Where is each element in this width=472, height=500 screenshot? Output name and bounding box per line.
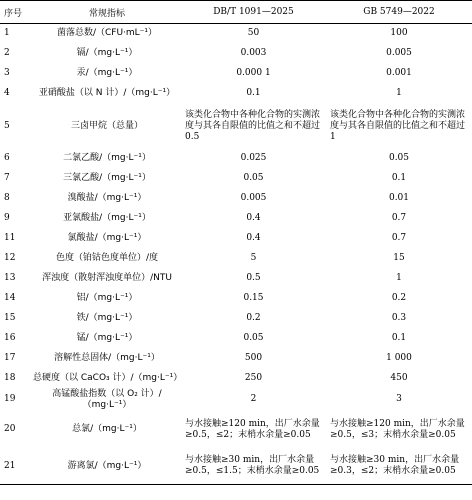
row-indicator-name: 高锰酸盐指数（以 O₂ 计）/（mg·L⁻¹） xyxy=(52,388,162,410)
row-index: 4 xyxy=(4,88,10,98)
row-db-value: 0.025 xyxy=(240,153,267,163)
row-db-value: 0.005 xyxy=(240,193,267,203)
row-gb-value: 与水接触≥30 min，出厂水余量≥0.3，≤2；末梢水余量≥0.05 xyxy=(326,449,472,485)
row-index: 16 xyxy=(4,333,16,343)
row-db-value: 0.2 xyxy=(246,313,261,323)
header-gb-standard: GB 5749—2022 xyxy=(326,1,472,24)
row-index: 8 xyxy=(4,193,10,203)
row-indicator-name: 铝/（mg·L⁻¹） xyxy=(76,293,138,303)
row-gb-value: 3 xyxy=(396,394,402,404)
row-indicator-name: 二氯乙酸/（mg·L⁻¹） xyxy=(63,153,151,163)
table-row xyxy=(0,189,472,209)
row-indicator-name: 溶解性总固体/（mg·L⁻¹） xyxy=(54,353,160,363)
row-gb-value: 0.01 xyxy=(388,193,410,203)
row-gb-value: 0.005 xyxy=(386,48,412,58)
row-indicator-name: 亚氯酸盐/（mg·L⁻¹） xyxy=(63,213,151,223)
row-indicator-name: 总硬度（以 CaCO₃ 计）/（mg·L⁻¹） xyxy=(33,373,183,383)
table-row xyxy=(0,389,472,411)
row-db-value: 0.003 xyxy=(240,48,267,58)
row-gb-value: 1 xyxy=(396,88,402,98)
table-row xyxy=(0,84,472,104)
row-gb-value: 450 xyxy=(390,373,408,383)
row-index: 5 xyxy=(4,120,10,131)
row-index: 19 xyxy=(4,394,16,404)
row-gb-value: 0.7 xyxy=(391,213,407,223)
row-index: 2 xyxy=(4,48,10,58)
row-gb-value: 1 000 xyxy=(386,353,412,363)
row-index: 21 xyxy=(0,449,33,485)
row-index: 13 xyxy=(4,273,16,283)
row-index: 7 xyxy=(4,173,10,183)
row-gb-value: 1 xyxy=(396,273,402,283)
row-index: 12 xyxy=(4,253,16,263)
row-db-value: 0.15 xyxy=(243,293,264,303)
row-index: 14 xyxy=(4,293,16,303)
table-row xyxy=(0,169,472,189)
row-indicator-name: 三卤甲烷（总量） xyxy=(70,120,143,131)
row-db-value: 2 xyxy=(250,394,257,404)
row-indicator-name: 总氯/（mg·L⁻¹） xyxy=(72,424,142,434)
row-index: 15 xyxy=(4,313,16,323)
row-gb-value: 0.2 xyxy=(391,293,407,303)
row-index: 11 xyxy=(4,233,16,243)
row-db-value: 0.05 xyxy=(243,173,264,183)
row-indicator-name: 浑浊度（散射浑浊度单位）/NTU xyxy=(42,273,172,283)
row-indicator-name: 氯酸盐/（mg·L⁻¹） xyxy=(67,233,147,243)
row-index: 3 xyxy=(4,68,10,78)
row-indicator-name: 色度（铂钴色度单位）/度 xyxy=(55,253,159,263)
table-header-row xyxy=(0,1,472,24)
row-indicator-name: 菌落总数/（CFU·mL⁻¹） xyxy=(56,28,158,39)
row-gb-value: 与水接触≥120 min，出厂水余量≥0.5，≤3；末梢水余量≥0.05 xyxy=(330,418,465,440)
row-gb-value: 该类化合物中各种化合物的实测浓度与其各自限值的比值之和不超过 1 xyxy=(330,109,466,142)
row-gb-value: 0.7 xyxy=(391,233,407,243)
row-indicator-name: 铁/（mg·L⁻¹） xyxy=(76,313,138,323)
table-row xyxy=(0,309,472,329)
row-db-value: 500 xyxy=(244,353,263,363)
table-row xyxy=(0,104,472,149)
row-gb-value: 0.05 xyxy=(388,153,410,163)
row-indicator-name: 汞/（mg·L⁻¹） xyxy=(76,68,138,78)
row-db-value: 与水接触≥120 min，出厂水余量≥0.5，≤2；末梢水余量≥0.05 xyxy=(185,418,320,440)
table-row xyxy=(0,149,472,169)
row-index: 6 xyxy=(4,153,10,163)
row-db-value: 0.1 xyxy=(246,88,261,98)
table-row xyxy=(0,289,472,309)
row-db-value: 50 xyxy=(247,28,260,39)
table-row xyxy=(0,329,472,349)
table-row xyxy=(0,44,472,64)
row-db-value: 0.05 xyxy=(243,333,264,343)
row-gb-value: 0.001 xyxy=(386,68,412,78)
table-row xyxy=(0,249,472,269)
row-gb-value: 0.1 xyxy=(391,173,407,183)
row-indicator-name: 游离氯/（mg·L⁻¹） xyxy=(33,449,181,485)
row-indicator-name: 镉/（mg·L⁻¹） xyxy=(76,48,138,58)
table-row xyxy=(0,369,472,389)
row-index: 9 xyxy=(4,213,10,223)
row-gb-value: 15 xyxy=(393,253,405,263)
row-index: 18 xyxy=(4,373,16,383)
table-row xyxy=(0,269,472,289)
row-index: 17 xyxy=(4,353,16,363)
table-row xyxy=(0,24,472,44)
row-indicator-name: 锰/（mg·L⁻¹） xyxy=(76,333,138,343)
table-row xyxy=(0,349,472,369)
table-row xyxy=(0,229,472,249)
row-indicator-name: 亚硝酸盐（以 N 计）/（mg·L⁻¹） xyxy=(38,88,176,98)
row-db-value: 0.5 xyxy=(246,273,261,283)
row-gb-value: 100 xyxy=(390,28,408,39)
row-db-value: 250 xyxy=(244,373,263,383)
row-db-value: 该类化合物中各种化合物的实测浓度与其各自限值的比值之和不超过 0.5 xyxy=(185,109,321,142)
table-row xyxy=(0,411,472,449)
row-db-value: 0.4 xyxy=(246,213,261,223)
row-indicator-name: 三氯乙酸/（mg·L⁻¹） xyxy=(63,173,151,183)
table-body xyxy=(0,24,472,485)
row-index: 20 xyxy=(4,424,16,434)
row-db-value: 与水接触≥30 min，出厂水余量≥0.5，≤1.5；末梢水余量≥0.05 xyxy=(181,449,326,485)
row-db-value: 5 xyxy=(250,253,257,263)
row-db-value: 0.4 xyxy=(246,233,261,243)
row-index: 1 xyxy=(4,28,10,39)
row-gb-value: 0.3 xyxy=(391,313,407,323)
row-db-value: 0.000 1 xyxy=(236,68,271,78)
header-index: 序号 xyxy=(0,1,33,24)
table-row xyxy=(0,64,472,84)
row-indicator-name: 溴酸盐/（mg·L⁻¹） xyxy=(67,193,147,203)
header-db-standard: DB/T 1091—2025 xyxy=(181,1,326,24)
header-indicator: 常规指标 xyxy=(33,1,181,24)
table-row xyxy=(0,209,472,229)
row-gb-value: 0.1 xyxy=(391,333,407,343)
table-row xyxy=(0,449,472,485)
